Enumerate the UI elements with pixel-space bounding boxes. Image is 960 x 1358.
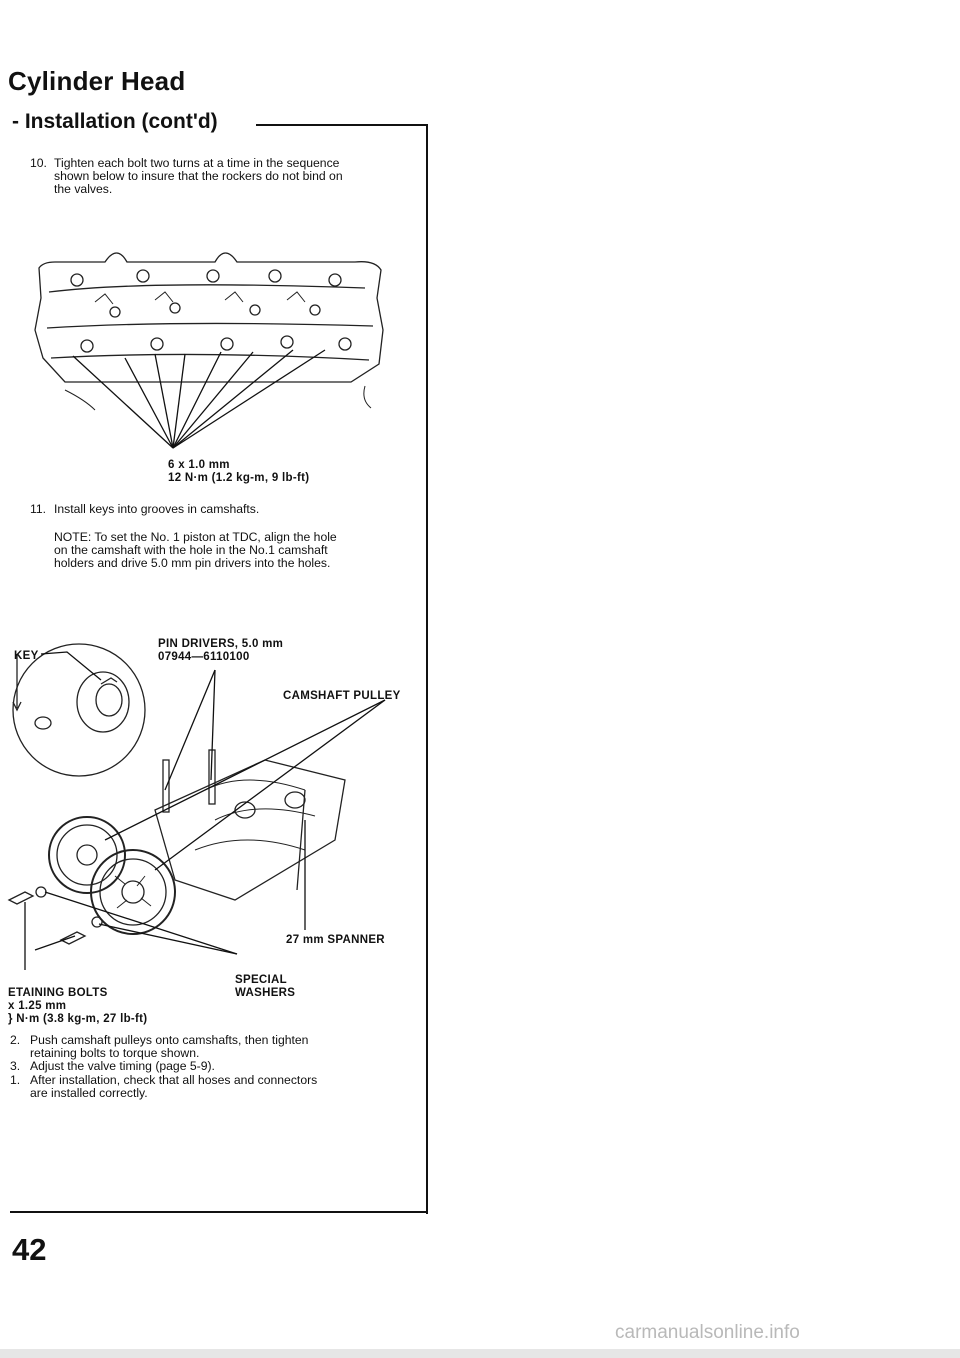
step-14 — [10, 1074, 424, 1100]
pin-drivers-label: PIN DRIVERS, 5.0 mm — [158, 638, 284, 650]
step-number: 2. — [10, 1033, 21, 1047]
step-text-line: shown below to insure that the rockers do not bind on — [54, 169, 343, 183]
step-11-note — [54, 531, 424, 573]
retaining-bolts-label: ETAINING BOLTS — [8, 987, 108, 999]
step-number: 10. — [30, 156, 47, 170]
cylinder-head-illustration — [25, 240, 405, 470]
step-13 — [10, 1060, 424, 1074]
step-text-line: Adjust the valve timing (page 5-9). — [30, 1059, 215, 1073]
step-text-line: are installed correctly. — [30, 1086, 148, 1100]
bottom-band — [0, 1349, 960, 1358]
footer-rule — [10, 1211, 428, 1213]
key-label: KEY — [14, 650, 39, 662]
step-text-line: Tighten each bolt two turns at a time in the sequence — [54, 156, 340, 170]
bolt-size-label: 6 x 1.0 mm — [168, 459, 230, 471]
page-number: 42 — [12, 1232, 47, 1267]
step-text-line: the valves. — [54, 182, 113, 196]
step-10 — [30, 157, 425, 199]
step-number: 11. — [30, 502, 47, 516]
step-text-line: Push camshaft pulleys onto camshafts, then tighten — [30, 1033, 309, 1047]
step-text-line: After installation, check that all hoses and connectors — [30, 1073, 318, 1087]
special-washers-label-1: SPECIAL — [235, 974, 287, 986]
note-line: NOTE: To set the No. 1 piston at TDC, align the hole — [54, 530, 337, 544]
pin-drivers-part-number: 07944—6110100 — [158, 651, 250, 663]
bolt-torque-label: 12 N·m (1.2 kg-m, 9 lb-ft) — [168, 472, 310, 484]
page-title: Cylinder Head — [8, 66, 186, 96]
watermark: carmanualsonline.info — [615, 1322, 800, 1343]
column-rule — [426, 124, 428, 1214]
page-subtitle: - Installation (cont'd) — [12, 110, 218, 133]
step-number: 1. — [10, 1073, 21, 1087]
header-rule — [256, 124, 428, 126]
step-text-line: retaining bolts to torque shown. — [30, 1046, 200, 1060]
step-number: 3. — [10, 1059, 21, 1073]
retaining-bolts-size: x 1.25 mm — [8, 1000, 67, 1012]
special-washers-label-2: WASHERS — [235, 987, 296, 999]
retaining-bolts-torque: } N·m (3.8 kg-m, 27 lb-ft) — [8, 1013, 148, 1025]
note-line: holders and drive 5.0 mm pin drivers into the holes. — [54, 556, 331, 570]
camshaft-pulley-label: CAMSHAFT PULLEY — [283, 690, 401, 702]
step-11 — [30, 503, 425, 517]
spanner-label: 27 mm SPANNER — [286, 934, 385, 946]
note-line: on the camshaft with the hole in the No.1 camshaft — [54, 543, 328, 557]
step-12 — [10, 1034, 424, 1060]
step-text-line: Install keys into grooves in camshafts. — [54, 502, 260, 516]
